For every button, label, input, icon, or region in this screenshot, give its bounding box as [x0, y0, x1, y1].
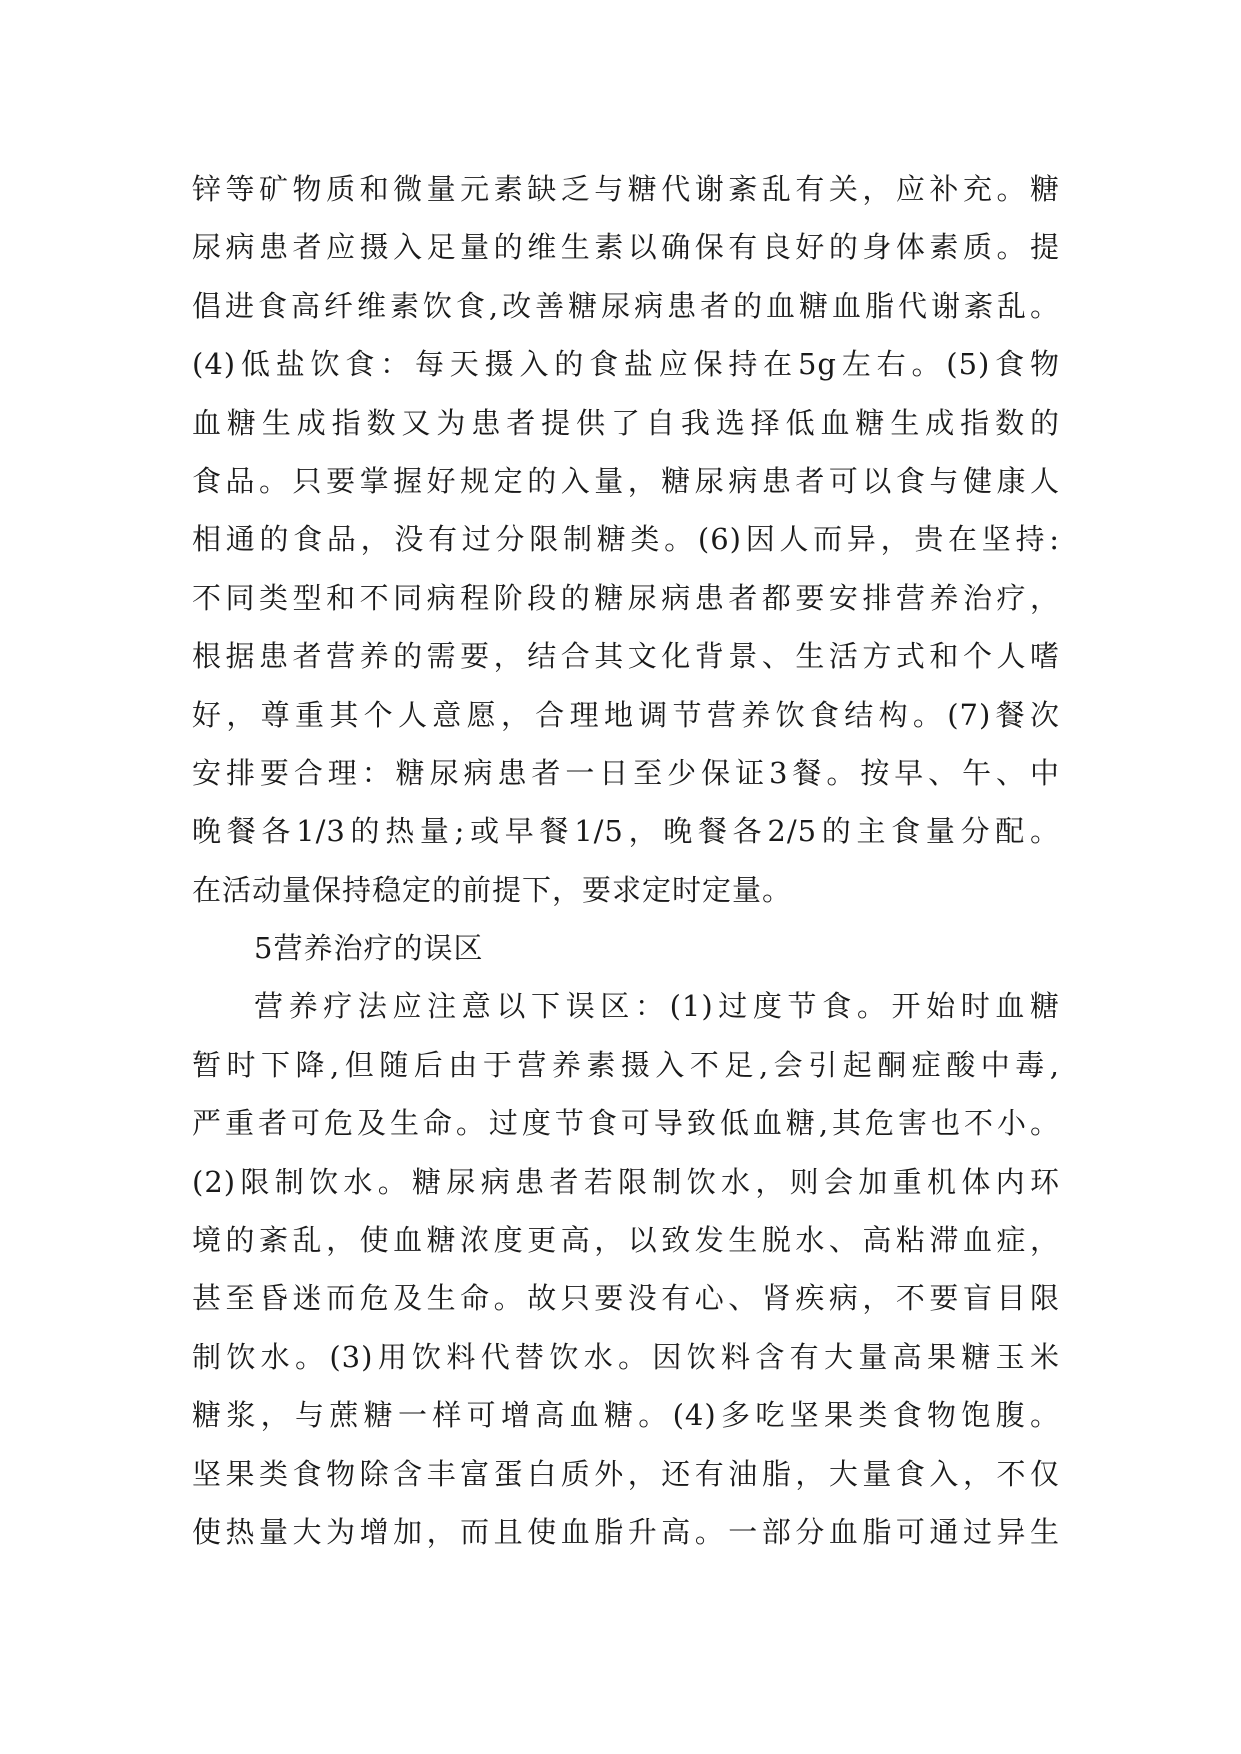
- body-text-line: 晚餐各1/3的热量;或早餐1/5，晚餐各2/5的主食量分配。: [192, 814, 1060, 849]
- body-text-line: 糖浆，与蔗糖一样可增高血糖。(4)多吃坚果类食物饱腹。: [192, 1398, 1060, 1433]
- body-text-line: 倡进食高纤维素饮食,改善糖尿病患者的血糖血脂代谢紊乱。: [192, 288, 1060, 323]
- body-text-line: (2)限制饮水。糖尿病患者若限制饮水，则会加重机体内环: [192, 1164, 1060, 1199]
- body-text-line: 食品。只要掌握好规定的入量，糖尿病患者可以食与健康人: [192, 463, 1060, 498]
- body-text-line: 营养疗法应注意以下误区：(1)过度节食。开始时血糖: [254, 989, 1060, 1024]
- body-text-line: 严重者可危及生命。过度节食可导致低血糖,其危害也不小。: [192, 1106, 1060, 1141]
- body-text-line: 使热量大为增加，而且使血脂升高。一部分血脂可通过异生: [192, 1514, 1060, 1549]
- body-text-line: 境的紊乱，使血糖浓度更高，以致发生脱水、高粘滞血症，: [192, 1223, 1060, 1258]
- document-page: [192, 160, 1060, 1561]
- body-text-line: 制饮水。(3)用饮料代替饮水。因饮料含有大量高果糖玉米: [192, 1339, 1060, 1374]
- body-text-line: 安排要合理：糖尿病患者一日至少保证3餐。按早、午、中: [192, 755, 1060, 790]
- body-text-line: 甚至昏迷而危及生命。故只要没有心、肾疾病，不要盲目限: [192, 1281, 1060, 1316]
- body-text-line: 在活动量保持稳定的前提下，要求定时定量。: [192, 872, 793, 907]
- body-text-line: 好，尊重其个人意愿，合理地调节营养饮食结构。(7)餐次: [192, 697, 1060, 732]
- body-text-line: 血糖生成指数又为患者提供了自我选择低血糖生成指数的: [192, 405, 1060, 440]
- body-text-line: 尿病患者应摄入足量的维生素以确保有良好的身体素质。提: [192, 230, 1060, 265]
- body-text-line: 根据患者营养的需要，结合其文化背景、生活方式和个人嗜: [192, 639, 1060, 674]
- body-text-line: 坚果类食物除含丰富蛋白质外，还有油脂，大量食入，不仅: [192, 1456, 1060, 1491]
- body-text-line: 暂时下降,但随后由于营养素摄入不足,会引起酮症酸中毒,: [192, 1047, 1060, 1082]
- body-text-line: 锌等矿物质和微量元素缺乏与糖代谢紊乱有关，应补充。糖: [192, 172, 1060, 206]
- body-text-line: (4)低盐饮食：每天摄入的食盐应保持在5g左右。(5)食物: [192, 347, 1060, 382]
- body-text-line: 相通的食品，没有过分限制糖类。(6)因人而异，贵在坚持:: [192, 522, 1060, 557]
- section-heading: 5营养治疗的误区: [254, 931, 484, 966]
- body-text-line: 不同类型和不同病程阶段的糖尿病患者都要安排营养治疗，: [192, 580, 1060, 615]
